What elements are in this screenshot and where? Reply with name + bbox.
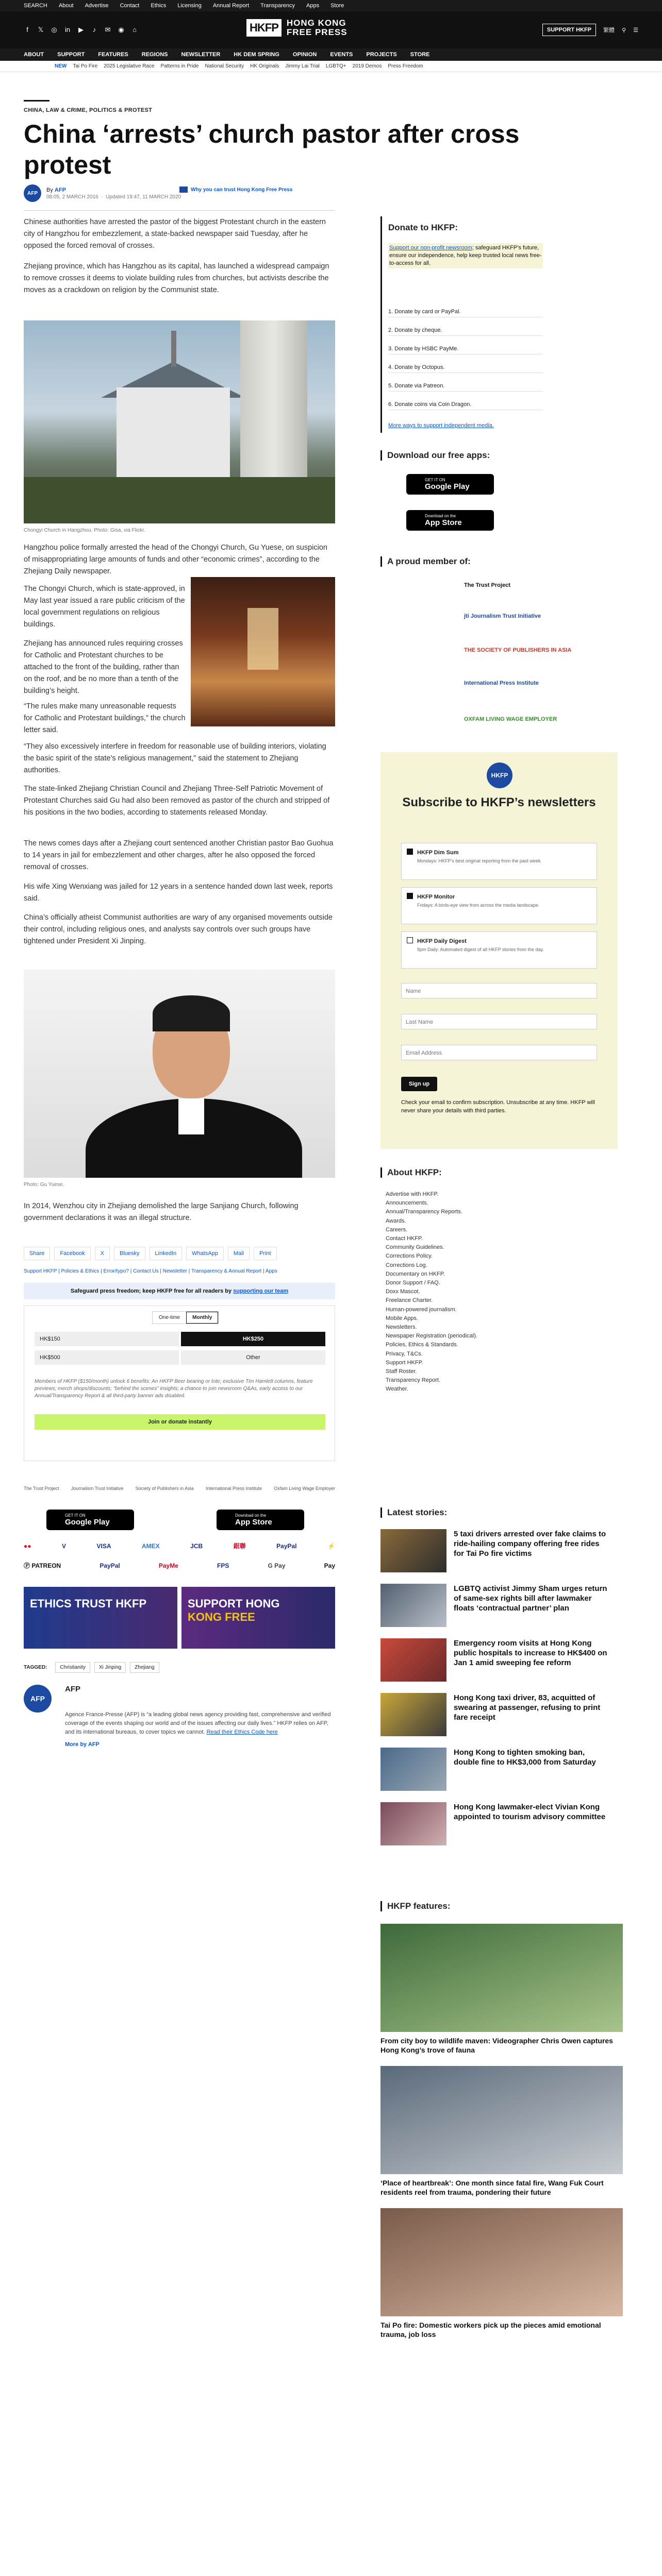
title-rule — [24, 100, 49, 101]
church-spire — [171, 331, 176, 367]
main-nav — [0, 48, 662, 61]
share-linkedin[interactable]: LinkedIn — [150, 1247, 183, 1260]
newsletter-option[interactable] — [401, 931, 597, 969]
gp-big: Google Play — [425, 482, 470, 491]
tab-monthly[interactable]: Monthly — [186, 1312, 218, 1324]
google-play-button[interactable] — [46, 1510, 134, 1530]
nav-regions[interactable]: REGIONS — [141, 52, 168, 58]
payment-methods — [24, 1541, 335, 1550]
about-link[interactable]: Careers. — [386, 1226, 408, 1233]
donate-intro — [388, 243, 543, 268]
header-actions — [542, 24, 638, 36]
author-bio-text: Agence France-Presse (AFP) is “a leading global news agency providing fast, comprehensive and verified coverage of the events shaping our world and of the issues affecting our daily lives.” HKFP relies on AFP, and its international bureaus, to cover topics we cannot. — [65, 1711, 331, 1735]
about-link[interactable]: Newsletters. — [386, 1324, 417, 1331]
newsletter-name: HKFP Dim Sum — [417, 850, 459, 856]
gp-small: GET IT ON — [65, 1513, 86, 1518]
about-link[interactable]: Transparency Report. — [386, 1377, 440, 1384]
feature-image — [380, 1924, 623, 2032]
topbar-licensing[interactable]: Licensing — [177, 3, 202, 9]
donate-option[interactable]: 2. Donate by cheque. — [388, 325, 543, 336]
apps-title: Download our free apps: — [380, 450, 638, 461]
amount-option[interactable]: HK$150 — [35, 1332, 179, 1346]
apple-pay-icon: Pay — [324, 1562, 335, 1569]
checkbox-unchecked[interactable] — [407, 937, 413, 943]
about-link[interactable]: Freelance Charter. — [386, 1297, 433, 1304]
amex-icon: AMEX — [141, 1542, 160, 1550]
trending-bar — [0, 61, 662, 72]
top-utility-bar — [0, 0, 662, 11]
support-banner-top: SUPPORT HONG — [188, 1597, 280, 1610]
author-line — [46, 187, 181, 193]
feature-item[interactable] — [380, 1924, 623, 2055]
share-whatsapp[interactable]: WhatsApp — [186, 1247, 224, 1260]
new-label: NEW — [55, 63, 67, 69]
feature-title[interactable]: Tai Po fire: Domestic workers pick up the pieces amid emotional trauma, job loss — [380, 2321, 601, 2338]
partner-logo[interactable]: International Press Institute — [205, 1486, 262, 1491]
share-bar — [24, 1247, 277, 1260]
paypal-icon: PayPal — [276, 1542, 297, 1550]
safeguard-text: Safeguard press freedom; keep HKFP free for all readers by — [70, 1288, 232, 1294]
article-footer-links[interactable]: Support HKFP | Policies & Ethics | Error/typo? | Contact Us | Newsletter | Transparency & Annual Report | Apps — [24, 1268, 277, 1274]
newsletter-fineprint: Check your email to confirm subscription. Unsubscribe at any time. HKFP will never share your details with third parties. — [401, 1099, 595, 1114]
tag[interactable]: Xi Jinping — [94, 1662, 126, 1673]
donate-option[interactable]: 3. Donate by HSBC PayMe. — [388, 343, 543, 354]
paypal-icon: PayPal — [100, 1562, 120, 1569]
paragraph: Chinese authorities have arrested the pastor of the biggest Protestant church in the eastern city of Hangzhou for embezzlement, a state-backed newspaper said Tuesday, after he opposed the forced removal of crosses. — [24, 218, 326, 250]
about-title: About HKFP: — [380, 1167, 638, 1178]
story-title[interactable]: Emergency room visits at Hong Kong public hospitals to increase to HK$400 on Jan 1 amid sweeping fee reform — [454, 1639, 607, 1667]
about-link[interactable]: Community Guidelines. — [386, 1244, 444, 1251]
as-small: Download on the — [235, 1513, 267, 1518]
topbar-apps[interactable]: Apps — [306, 3, 320, 9]
story-thumbnail — [380, 1529, 446, 1572]
donate-intro-text: ; safeguard HKFP’s future, ensure our independence, help keep trusted local news free-to-access for all. — [389, 245, 542, 266]
about-link[interactable]: Staff Roster. — [386, 1368, 417, 1375]
topbar-contact[interactable]: Contact — [120, 3, 140, 9]
tab-one-time[interactable]: One-time — [159, 1315, 180, 1320]
member-benefits: Members of HKFP ($150/month) unlock 6 benefits: An HKFP Beer bearing or tote; exclusive Tim Hamlett columns, feature previews; merch shops/discounts; “behind the scenes” insights; a chance to join newsroom Q&As, early access to our Annual/Transparency Report & all third-party banner ads disabled. — [35, 1379, 313, 1399]
visa-icon: VISA — [96, 1542, 111, 1550]
topbar-ethics[interactable]: Ethics — [151, 3, 167, 9]
mastercard-icon: ●● — [24, 1542, 31, 1550]
topbar-about[interactable]: About — [58, 3, 74, 9]
pastor-photo — [24, 970, 335, 1178]
donate-option[interactable]: 6. Donate coins via Coin Dragon. — [388, 399, 543, 410]
story-item[interactable] — [380, 1638, 638, 1682]
story-title[interactable]: Hong Kong lawmaker-elect Vivian Kong appointed to tourism advisory committee — [454, 1803, 606, 1821]
topbar-transparency[interactable]: Transparency — [260, 3, 295, 9]
article-dates: 08:05, 2 MARCH 2016 · Updated 19:47, 11 MARCH 2020 — [46, 194, 181, 200]
nav-support[interactable]: SUPPORT — [57, 52, 85, 58]
author-box-name[interactable]: AFP — [65, 1685, 80, 1693]
partner-logo[interactable]: Society of Publishers in Asia — [135, 1486, 194, 1491]
feature-image — [380, 2208, 623, 2316]
donate-option[interactable]: 1. Donate by card or PayPal. — [388, 306, 543, 317]
about-link[interactable]: Corrections Log. — [386, 1262, 427, 1268]
newsletter-badge: HKFP — [487, 762, 512, 788]
paragraph: “The rules make many unreasonable requests for Catholic and Protestant buildings,” the church letter said. — [24, 702, 186, 734]
about-link[interactable]: Policies, Ethics & Standards. — [386, 1342, 458, 1348]
story-item[interactable] — [380, 1584, 638, 1627]
trending-item[interactable]: Tai Po Fire — [73, 63, 98, 69]
member-logo[interactable]: International Press Institute — [464, 680, 539, 686]
gp-small: GET IT ON — [425, 478, 445, 482]
instagram-icon[interactable]: ◎ — [51, 26, 57, 33]
about-link[interactable]: Human-powered journalism. — [386, 1306, 457, 1313]
newsletter-option[interactable] — [401, 887, 597, 924]
sign-up-button[interactable]: Sign up — [401, 1077, 437, 1091]
about-link[interactable]: Support HKFP. — [386, 1359, 423, 1366]
more-by-author-link[interactable]: More by AFP — [65, 1741, 100, 1748]
partner-logo[interactable]: The Trust Project — [24, 1486, 59, 1491]
checkbox-checked[interactable] — [407, 849, 413, 855]
google-play-button[interactable] — [406, 474, 494, 495]
share-bluesky[interactable]: Bluesky — [114, 1247, 145, 1260]
name-field[interactable]: Name — [401, 983, 597, 998]
social-links — [24, 26, 138, 34]
about-link[interactable]: Doxx Mascot. — [386, 1289, 420, 1295]
tag-list — [24, 1662, 159, 1673]
trending-item[interactable]: National Security — [205, 63, 244, 69]
gp-big: Google Play — [65, 1518, 110, 1527]
donate-option[interactable]: 4. Donate by Octopus. — [388, 362, 543, 373]
pastor-collar — [178, 1098, 204, 1134]
logo-line1: HONG KONG — [286, 18, 346, 28]
story-thumbnail — [380, 1693, 446, 1736]
threads-icon[interactable]: ◉ — [118, 26, 124, 33]
logo-name — [287, 19, 347, 37]
topbar-store[interactable]: Store — [330, 3, 344, 9]
story-title[interactable]: 5 taxi drivers arrested over fake claims to ride-hailing company offering free rides for Tai Po fire victims — [454, 1530, 606, 1558]
newsletter-desc: Mondays: HKFP’s best original reporting from the past week. — [417, 858, 542, 863]
unionpay-icon: 銀聯 — [233, 1543, 246, 1550]
nav-opinion[interactable]: OPINION — [292, 52, 317, 58]
paragraph: Hangzhou police formally arrested the head of the Chongyi Church, Gu Yuese, on suspicion of misappropriating large amounts of funds and other “economic crimes”, according to the Zhejiang Daily newspaper. — [24, 544, 327, 575]
features-title: HKFP features: — [380, 1901, 638, 1911]
donate-widget — [380, 216, 638, 433]
author-box-avatar[interactable]: AFP — [24, 1685, 52, 1713]
share-mail[interactable]: Mail — [228, 1247, 250, 1260]
payment-methods — [24, 1561, 335, 1570]
logo-line2: FREE PRESS — [286, 27, 347, 37]
site-header — [0, 11, 662, 48]
member-logo[interactable]: jti Journalism Trust Initiative — [464, 613, 541, 619]
newsletter-name: HKFP Monitor — [417, 894, 455, 900]
feature-item[interactable] — [380, 2208, 623, 2339]
trending-item[interactable]: Press Freedom — [388, 63, 423, 69]
menu-icon[interactable]: ☰ — [633, 27, 638, 33]
donate-option[interactable]: 5. Donate via Patreon. — [388, 380, 543, 392]
newsletter-desc: 9pm Daily: Automated digest of all HKFP stories from the day. — [417, 947, 544, 952]
member-title: A proud member of: — [380, 556, 638, 567]
paragraph: Zhejiang province, which has Hangzhou as its capital, has launched a widespread campaign to remove crosses it deems to violate building rules from churches, but activists describe the moves as a crackdown on religion by the Communist state. — [24, 262, 329, 294]
patreon-icon: Ⓟ PATREON — [24, 1562, 61, 1569]
as-big: App Store — [425, 518, 462, 527]
story-title[interactable]: Hong Kong taxi driver, 83, acquitted of swearing at passenger, refusing to print fare receipt — [454, 1693, 601, 1722]
member-logo[interactable]: The Trust Project — [464, 582, 510, 588]
email-icon[interactable]: ✉ — [105, 26, 111, 33]
newsletter-desc: Fridays: A birds-eye view from across the media landscape. — [417, 903, 540, 908]
site-logo[interactable] — [246, 19, 347, 37]
share-facebook[interactable]: Facebook — [54, 1247, 90, 1260]
story-title[interactable]: Hong Kong to tighten smoking ban, double fine to HK$3,000 from Saturday — [454, 1748, 596, 1767]
about-link[interactable]: Newspaper Registration (periodical). — [386, 1333, 477, 1340]
article-categories[interactable]: CHINA, LAW & CRIME, POLITICS & PROTEST — [24, 107, 153, 113]
why-trust-label: Why you can trust Hong Kong Free Press — [191, 187, 293, 193]
about-link[interactable]: Contact HKFP. — [386, 1235, 423, 1242]
paragraph: Zhejiang has announced rules requiring crosses for Catholic and Protestant churches to be attached to the front of the building, rather than on the roof, and be no more than a tenth of the building’s height. — [24, 639, 183, 695]
support-hkfp-button[interactable]: SUPPORT HKFP — [542, 24, 596, 36]
paragraph: The Chongyi Church, which is state-approved, in May last year issued a rare public criticism of the local government regulations on religious buildings. — [24, 585, 185, 629]
support-banner-bottom: KONG FREE — [188, 1611, 255, 1623]
member-logo[interactable]: THE SOCIETY OF PUBLISHERS IN ASIA — [464, 647, 572, 653]
pastor-hair — [153, 995, 230, 1031]
as-big: App Store — [235, 1518, 272, 1527]
x-icon[interactable]: 𝕏 — [38, 26, 44, 33]
trust-icon — [179, 187, 188, 193]
nav-features[interactable]: FEATURES — [98, 52, 128, 58]
nav-about[interactable]: ABOUT — [24, 52, 44, 58]
feature-item[interactable] — [380, 2066, 623, 2197]
trending-item[interactable]: 2019 Demos — [352, 63, 382, 69]
topbar-advertise[interactable]: Advertise — [85, 3, 109, 9]
lightning-icon: ⚡ — [327, 1542, 335, 1550]
story-item[interactable] — [380, 1748, 638, 1791]
tagged-label: TAGGED: — [24, 1665, 47, 1670]
as-small: Download on the — [425, 514, 456, 518]
about-link[interactable]: Advertise with HKFP. — [386, 1191, 439, 1197]
search-icon[interactable]: ⚲ — [622, 27, 626, 33]
language-toggle[interactable]: 繁體 — [603, 27, 615, 33]
paragraph: The news comes days after a Zhejiang court sentenced another Christian pastor Bao Guohua to 14 years in jail for embezzlement and other charges, after he also opposed the forced removal of crosses. — [24, 839, 334, 871]
about-link[interactable]: Privacy, T&Cs. — [386, 1350, 423, 1357]
story-thumbnail — [380, 1584, 446, 1627]
paragraph: China’s officially atheist Communist authorities are wary of any organised movements outside their control, including religious ones, and analysts say controls over such groups have tightened under President Xi Jinping. — [24, 913, 333, 945]
fps-icon: FPS — [217, 1562, 229, 1569]
paragraph: In 2014, Wenzhou city in Zhejiang demolished the large Sanjiang Church, following government declarations it was an illegal structure. — [24, 1202, 299, 1222]
photo-caption: Photo: Gu Yuese. — [24, 1182, 64, 1188]
trending-item[interactable]: Patterns in Pride — [160, 63, 199, 69]
join-donate-button[interactable]: Join or donate instantly — [35, 1414, 325, 1430]
app-store-button[interactable] — [406, 510, 494, 531]
payme-icon: PayMe — [158, 1562, 178, 1569]
trending-item[interactable]: Jimmy Lai Trial — [285, 63, 320, 69]
nav-events[interactable]: EVENTS — [330, 52, 353, 58]
about-link[interactable]: Mobile Apps. — [386, 1315, 418, 1321]
about-list — [386, 1190, 477, 1394]
paragraph: His wife Xing Wenxiang was jailed for 12 years in a sentence handed down last week, reports said. — [24, 883, 333, 903]
nav-projects[interactable]: PROJECTS — [366, 52, 397, 58]
story-item[interactable] — [380, 1529, 638, 1572]
nav-hk-dem-spring[interactable]: HK DEM SPRING — [234, 52, 279, 58]
nav-store[interactable]: STORE — [410, 52, 430, 58]
author-avatar[interactable]: AFP — [24, 184, 41, 202]
story-thumbnail — [380, 1638, 446, 1682]
feature-title[interactable]: ‘Place of heartbreak’: One month since fatal fire, Wang Fuk Court residents reel from trauma, pondering their future — [380, 2179, 604, 2196]
trees — [24, 477, 335, 523]
amount-option[interactable]: HK$500 — [35, 1350, 179, 1365]
feature-title[interactable]: From city boy to wildlife maven: Videographer Chris Owen captures Hong Kong’s trove of fauna — [380, 2037, 613, 2054]
trending-item[interactable]: LGBTQ+ — [325, 63, 346, 69]
checkbox-checked[interactable] — [407, 893, 413, 899]
about-link[interactable]: Donor Support / FAQ. — [386, 1280, 440, 1286]
app-store-button[interactable] — [217, 1510, 304, 1530]
about-link[interactable]: Corrections Policy. — [386, 1253, 433, 1260]
church-photo — [24, 320, 335, 523]
share-x[interactable]: X — [95, 1247, 110, 1260]
newsletter-title: Subscribe to HKFP’s newsletters — [402, 795, 596, 809]
support-banner[interactable] — [181, 1587, 335, 1649]
newsletter-option[interactable] — [401, 843, 597, 880]
ethics-code-link[interactable]: Read their Ethics Code here — [206, 1729, 278, 1735]
church-interior-photo — [191, 577, 335, 726]
youtube-icon[interactable]: ▶ — [78, 26, 84, 33]
jcb-icon: JCB — [190, 1542, 203, 1550]
partner-logo[interactable]: Oxfam Living Wage Employer — [274, 1486, 335, 1491]
partner-logo[interactable]: Journalism Trust Initiative — [71, 1486, 124, 1491]
linkedin-icon[interactable]: in — [64, 26, 71, 33]
about-link[interactable]: Annual/Transparency Reports. — [386, 1209, 462, 1215]
about-link[interactable]: Documentary on HKFP. — [386, 1270, 445, 1277]
email-field[interactable]: Email Address — [401, 1045, 597, 1060]
last-name-field[interactable]: Last Name — [401, 1014, 597, 1029]
amount-option[interactable]: Other — [181, 1350, 325, 1365]
donate-card — [24, 1306, 335, 1461]
story-title[interactable]: LGBTQ activist Jimmy Sham urges return of same-sex rights bill after lawmaker floats ‘contractual partner’ plan — [454, 1584, 607, 1613]
about-link[interactable]: Awards. — [386, 1217, 406, 1224]
tag[interactable]: Zhejiang — [130, 1662, 159, 1673]
amount-option-selected[interactable]: HK$250 — [181, 1332, 325, 1346]
latest-stories-title: Latest stories: — [380, 1507, 638, 1518]
article-title: China ‘arrests’ church pastor after cross protest — [24, 120, 520, 179]
altar-light — [247, 608, 278, 670]
photo-caption: Chongyi Church in Hangzhou. Photo: Gisa, via Flickr. — [24, 528, 145, 533]
facebook-icon[interactable]: f — [26, 26, 28, 33]
story-thumbnail — [380, 1802, 446, 1845]
published-date: 08:05, 2 MARCH 2016 — [46, 194, 98, 200]
home-icon[interactable]: ⌂ — [133, 26, 137, 33]
author-link[interactable]: AFP — [54, 187, 66, 193]
frequency-toggle — [152, 1311, 219, 1324]
safeguard-banner — [24, 1283, 335, 1299]
tiktok-icon[interactable]: ♪ — [92, 26, 96, 33]
newsletter-name: HKFP Daily Digest — [417, 938, 467, 944]
why-trust-link[interactable] — [179, 187, 292, 193]
visa-electron-icon: V — [61, 1542, 66, 1550]
feature-image — [380, 2066, 623, 2174]
donate-intro-link[interactable]: Support our non-profit newsroom — [389, 245, 472, 251]
share-print[interactable]: Print — [254, 1247, 277, 1260]
newsletter-signup — [380, 752, 618, 1149]
byline — [24, 184, 181, 202]
by-label: By — [46, 187, 53, 193]
story-item[interactable] — [380, 1693, 638, 1736]
safeguard-link[interactable]: supporting our team — [233, 1288, 289, 1294]
more-ways-link[interactable]: More ways to support independent media. — [388, 422, 494, 429]
tag[interactable]: Christianity — [55, 1662, 90, 1673]
author-bio — [65, 1710, 333, 1737]
logo-mark: HKFP — [246, 19, 282, 37]
about-link[interactable]: Weather. — [386, 1386, 408, 1393]
paragraph: The state-linked Zhejiang Christian Council and Zhejiang Three-Self Patriotic Movement of Protestant Churches said Gu had also been removed as pastor of the church and stripped of his positions in the two bodies, according to statements released Monday. — [24, 785, 330, 817]
topbar-search[interactable]: SEARCH — [24, 3, 47, 9]
donate-title: Donate to HKFP: — [388, 223, 458, 232]
trending-item[interactable]: 2025 Legislative Race — [104, 63, 155, 69]
divider — [24, 210, 335, 211]
ethics-banner[interactable]: ETHICS TRUST HKFP — [24, 1587, 177, 1649]
about-link[interactable]: Announcements. — [386, 1200, 428, 1207]
nav-newsletter[interactable]: NEWSLETTER — [181, 52, 221, 58]
updated-date: Updated 19:47, 11 MARCH 2020 — [106, 194, 181, 200]
paragraph: “They also excessively interfere in freedom for reasonable use of building interiors, violating the basic spirit of the state’s religious management,” said the statement to Zhejiang authorities. — [24, 742, 326, 774]
trending-item[interactable]: HK Originals — [250, 63, 279, 69]
gpay-icon: G Pay — [268, 1562, 286, 1569]
partner-logos — [24, 1486, 335, 1491]
topbar-annual-report[interactable]: Annual Report — [212, 3, 250, 9]
share-button[interactable]: Share — [24, 1247, 50, 1260]
story-item[interactable] — [380, 1802, 638, 1845]
member-logo[interactable]: OXFAM LIVING WAGE EMPLOYER — [464, 716, 557, 722]
story-thumbnail — [380, 1748, 446, 1791]
